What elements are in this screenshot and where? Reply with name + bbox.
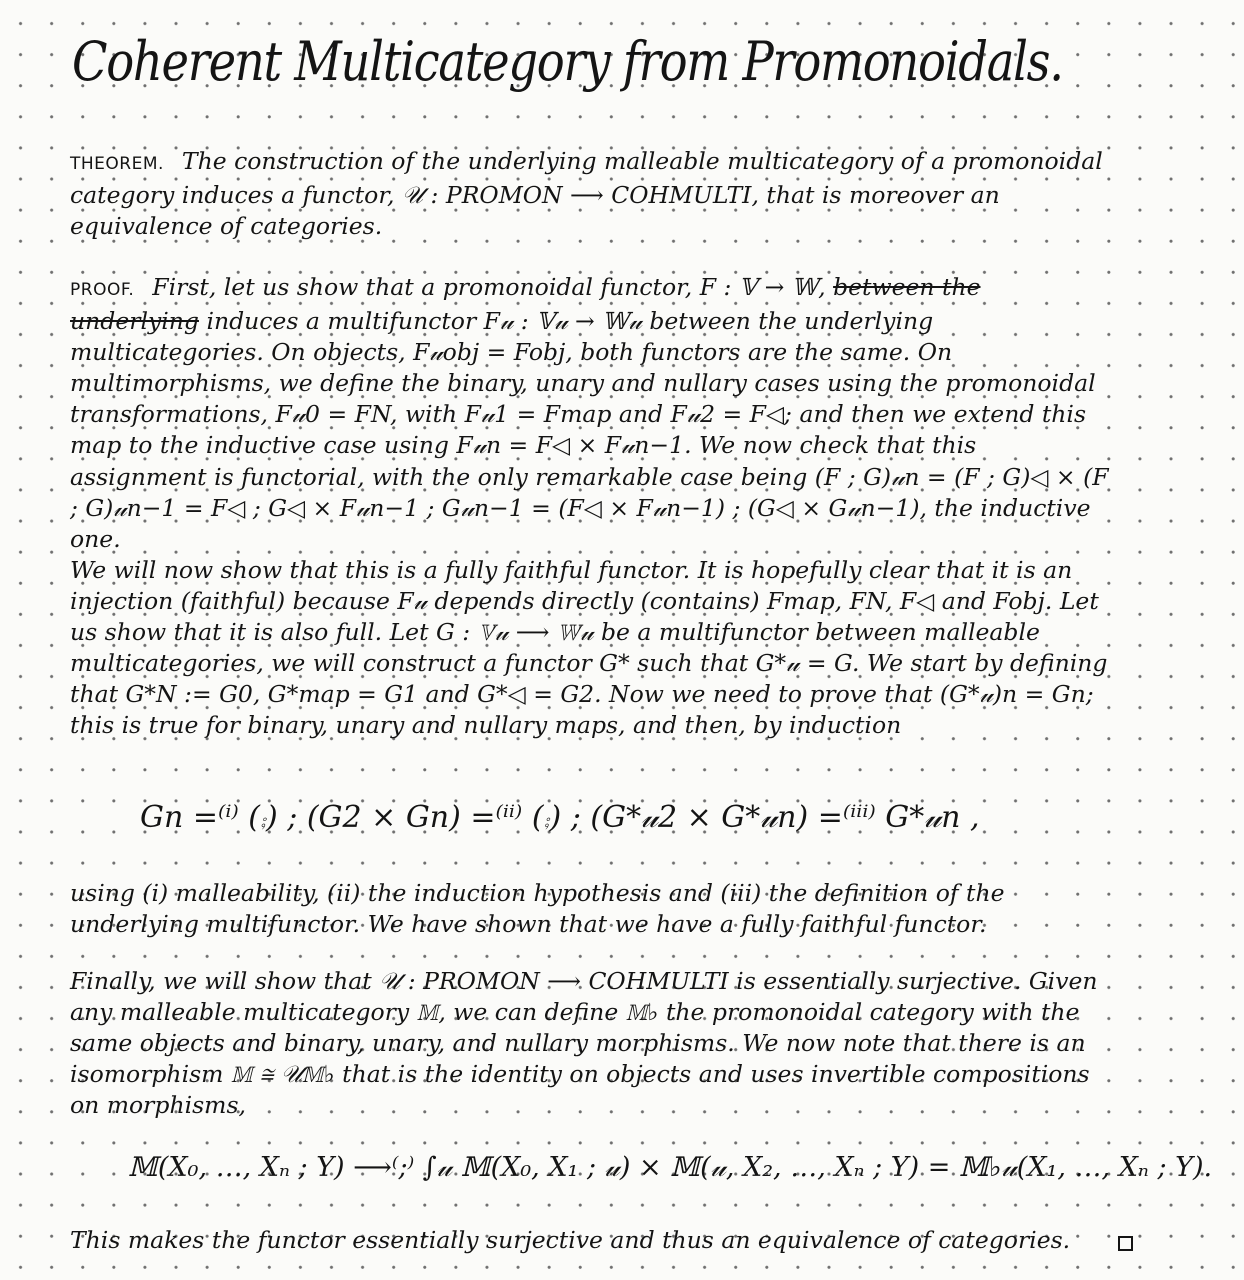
proof-label: PROOF. [70, 280, 135, 300]
induction-equation: Gn =⁽ⁱ⁾ (⨾) ; (G2 × Gn) =⁽ⁱⁱ⁾ (⨾) ; (G*𝓊2 × G*𝓊n) =⁽ⁱⁱⁱ⁾ G*𝓊n , [140, 800, 980, 835]
isomorphism-equation: 𝕄(X₀, …, Xₙ ; Y) ⟶⁽;⁾ ∫𝓊 𝕄(X₀, X₁ ; 𝓊) × 𝕄(𝓊, X₂, …, Xₙ ; Y) = 𝕄♭𝓊(X₁, …, Xₙ ; Y). [128, 1152, 1213, 1183]
final-paragraph: This makes the functor essentially surjective and thus an equivalence of categories. [70, 1226, 1071, 1254]
theorem-paragraph [70, 146, 1110, 242]
proof-paragraph [70, 272, 1110, 555]
page-title: Coherent Multicategory from Promonoidals. [72, 30, 1063, 93]
conclusion-paragraph: using (i) malleability, (ii) the induction hypothesis and (iii) the definition of the underlying multifunctor. We have shown that we have a fully faithful functor. [70, 879, 1005, 939]
qed-square-icon [1118, 1236, 1133, 1251]
theorem-label: THEOREM. [70, 154, 164, 174]
proof-text-start: First, let us show that a promonoidal functor, F : 𝕍 → 𝕎, [152, 273, 826, 301]
struck-text: between the underlying [70, 273, 981, 336]
proof-text-rest: induces a multifunctor F𝓊 : 𝕍𝓊 → 𝕎𝓊 between the underlying multicategories. On objects, F𝓊obj = Fobj, both functors are the same. On multimorphisms, we define the binary, unary and nullary cases using the promonoidal transformations, F𝓊0 = FN, with F𝓊1 = Fmap and F𝓊2 = F◁; and then we extend this map to the inductive case using F𝓊n = F◁ × F𝓊n−1. We now check that this assignment is functorial, with the only remarkable case being (F ; G)𝓊n = (F ; G)◁ × (F ; G)𝓊n−1 = F◁ ; G◁ × F𝓊n−1 ; G𝓊n−1 = (F◁ × F𝓊n−1) ; (G◁ × G𝓊n−1), the inductive one. [70, 307, 1109, 553]
theorem-text: The construction of the underlying malleable multicategory of a promonoidal category induces a functor, 𝒰 : PROMON ⟶ COHMULTI, that is moreover an equivalence of categories. [70, 147, 1103, 241]
surjective-paragraph: Finally, we will show that 𝒰 : PROMON ⟶ COHMULTI is essentially surjective. Given any malleable multicategory 𝕄, we can define 𝕄♭ the promonoidal category with the same objects and binary, unary, and nullary morphisms. We now note that there is an isomorphism 𝕄 ≅ 𝒰𝕄♭ that is the identity on objects and uses invertible compositions on morphisms, [70, 967, 1098, 1120]
fully-faithful-paragraph: We will now show that this is a fully faithful functor. It is hopefully clear that it is an injection (faithful) because F𝓊 depends directly (contains) Fmap, FN, F◁ and Fobj. Let us show that it is also full. Let G : 𝕍𝓊 ⟶ 𝕎𝓊 be a multifunctor between malleable multicategories, we will construct a functor G* such that G*𝓊 = G. We start by defining that G*N := G0, G*map = G1 and G*◁ = G2. Now we need to prove that (G*𝓊)n = Gn; this is true for binary, unary and nullary maps, and then, by induction [70, 556, 1108, 740]
